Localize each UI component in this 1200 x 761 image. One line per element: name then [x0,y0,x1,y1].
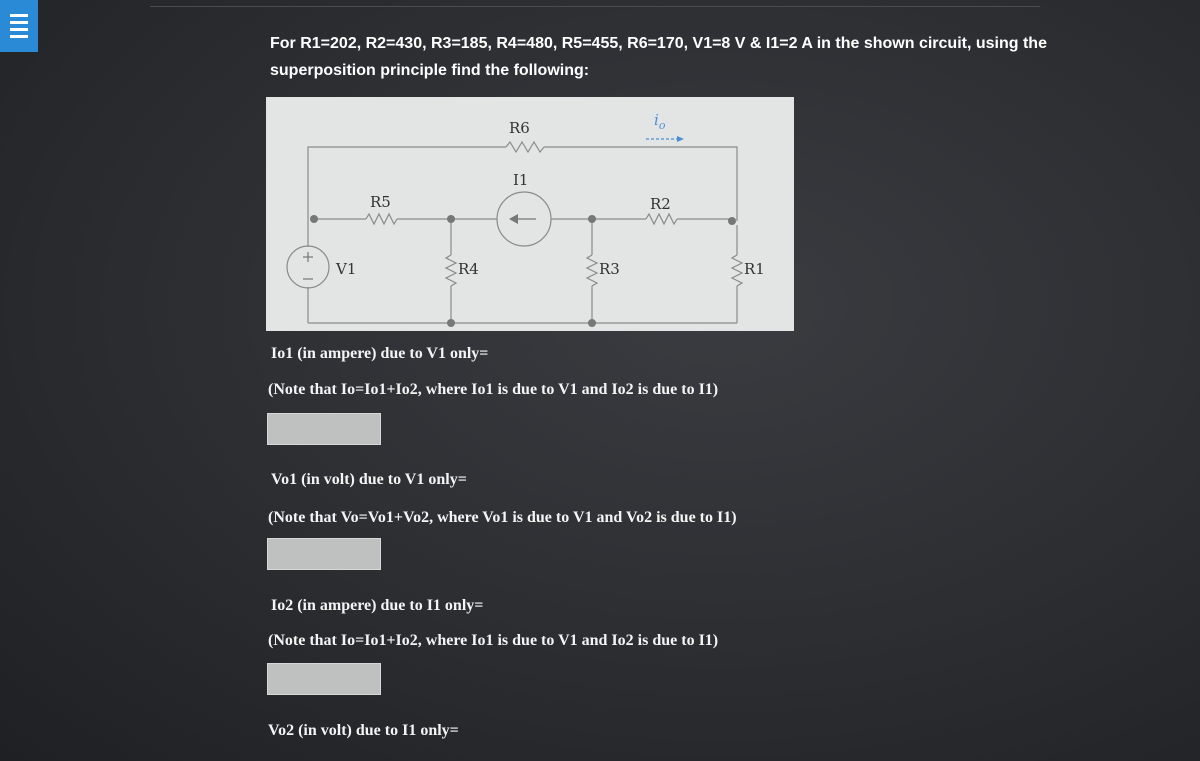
r3-label: R3 [599,260,620,278]
r6-label: R6 [509,119,530,137]
part2-label: Vo1 (in volt) due to V1 only= [271,471,467,488]
question-text: For R1=202, R2=430, R3=185, R4=480, R5=455, R6=170, V1=8 V & I1=2 A in the shown circuit, using the superposition principle find the following: [270,35,1047,79]
r2-label: R2 [650,195,671,213]
part2-note: (Note that Vo=Vo1+Vo2, where Vo1 is due to V1 and Vo2 is due to I1) [268,509,737,526]
i1-label: I1 [513,171,529,189]
circuit-diagram [266,97,794,331]
part1-label: Io1 (in ampere) due to V1 only= [271,345,489,362]
top-divider [150,6,1040,7]
part1-answer-input[interactable] [267,413,381,445]
part1-note: (Note that Io=Io1+Io2, where Io1 is due to V1 and Io2 is due to I1) [268,381,719,398]
part3-answer-input[interactable] [267,663,381,695]
part4-label: Vo2 (in volt) due to I1 only= [268,722,459,739]
io-label: $i_o$ [654,111,666,132]
r1-label: R1 [744,260,765,278]
r5-label: R5 [370,193,391,211]
v1-label: V1 [336,260,357,278]
menu-icon[interactable] [0,0,38,52]
part2-answer-input[interactable] [267,538,381,570]
part3-label: Io2 (in ampere) due to I1 only= [271,597,484,614]
part3-note: (Note that Io=Io1+Io2, where Io1 is due to V1 and Io2 is due to I1) [268,632,719,649]
r4-label: R4 [458,260,479,278]
